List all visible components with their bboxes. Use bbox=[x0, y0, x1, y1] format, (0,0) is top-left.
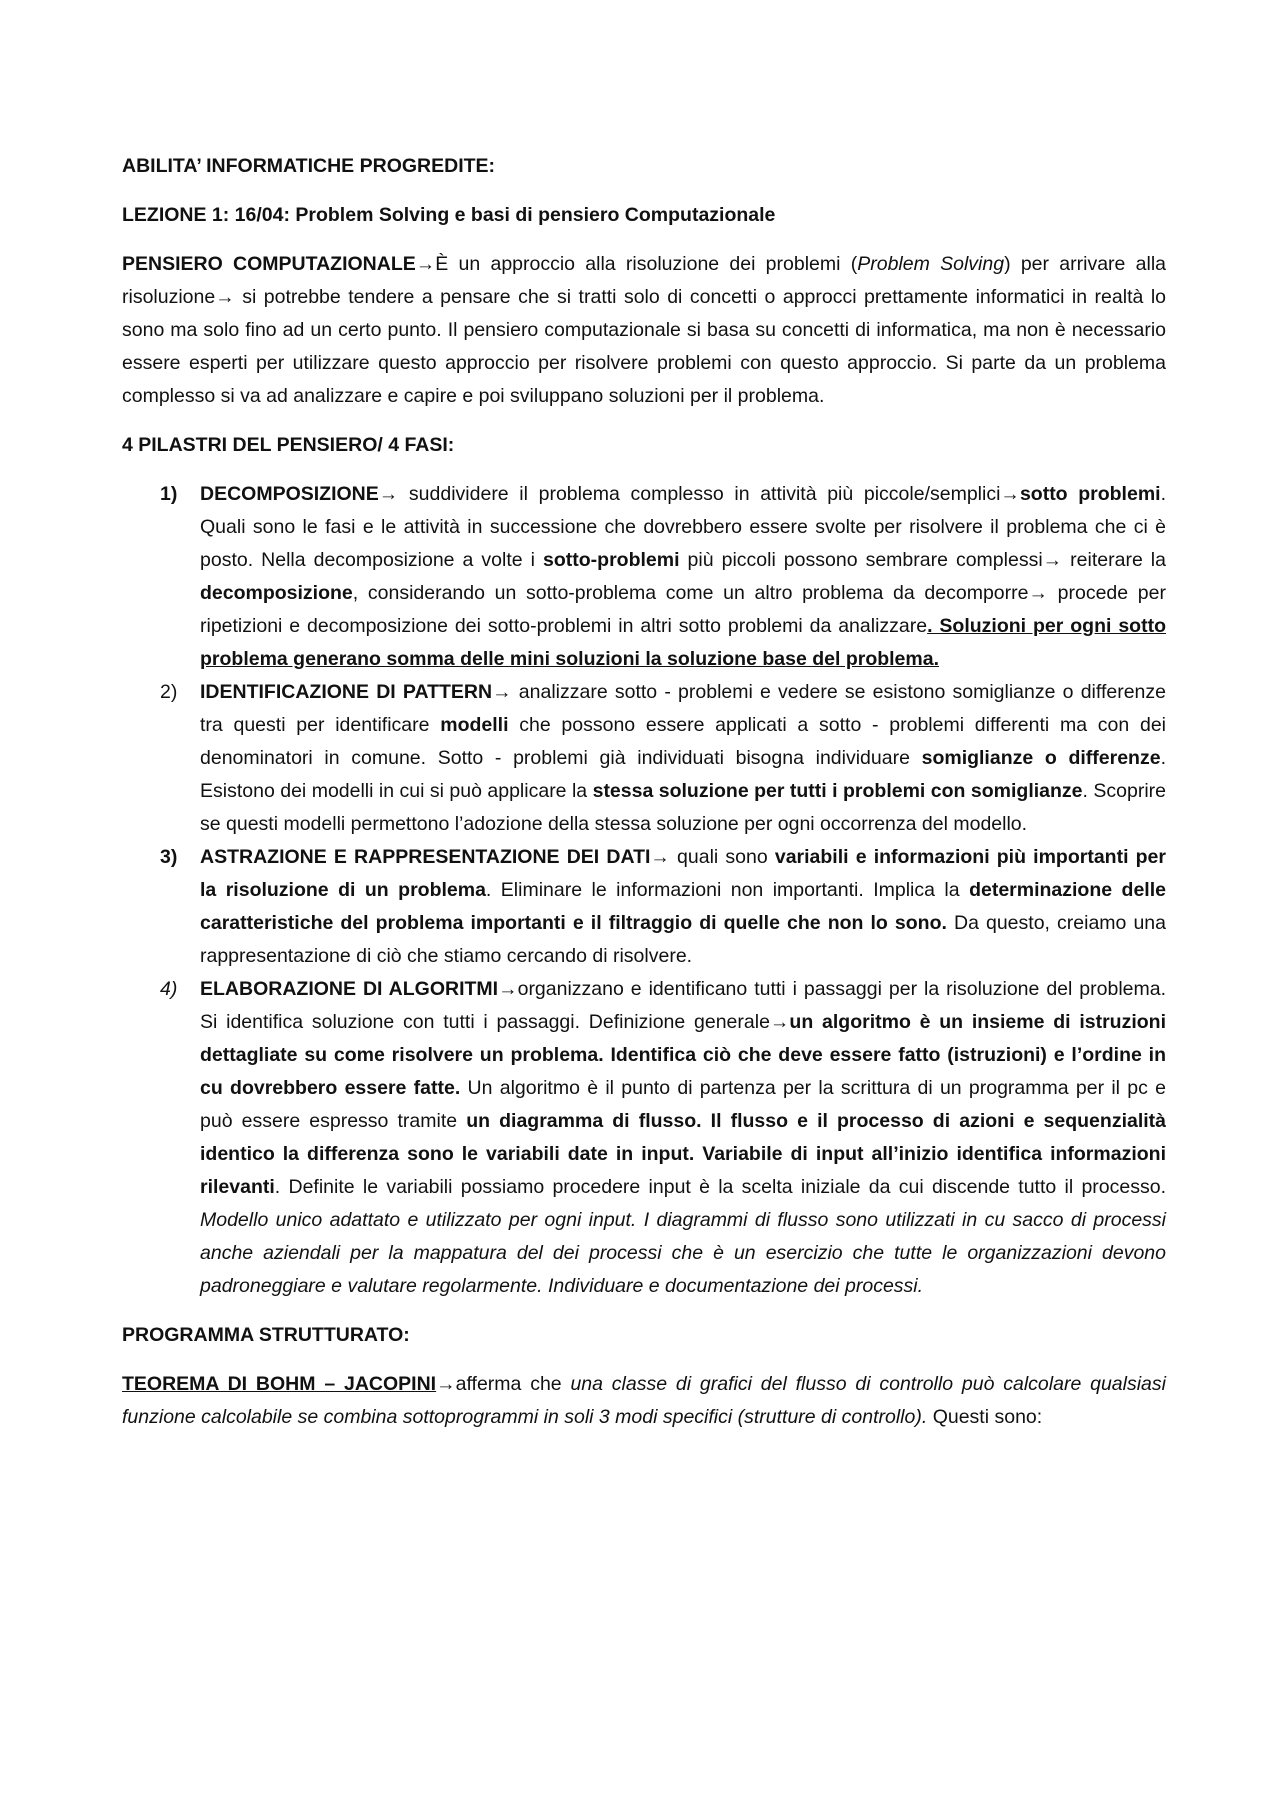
pillar-text: → suddividere il problema complesso in attività più piccole/semplici→ bbox=[378, 483, 1020, 505]
pillar-bold: decomposizione bbox=[200, 582, 353, 604]
pillar-text: . Scoprire se questi modelli permettono l’adozione della stessa soluzione per ogni occorrenza del modello. bbox=[200, 780, 1166, 835]
pillars-list bbox=[122, 478, 1166, 1303]
theorem-paragraph bbox=[122, 1368, 1166, 1434]
pillar-text: . Definite le variabili possiamo procedere input è la scelta iniziale da cui discende tutto il processo. bbox=[274, 1176, 1166, 1198]
theorem-text-3: Questi sono: bbox=[927, 1406, 1043, 1428]
pillar-text: Un algoritmo è il punto di partenza per la scrittura di un programma per il pc e può essere espresso tramite bbox=[200, 1077, 1166, 1132]
intro-text-1: È un approccio alla risoluzione dei problemi ( bbox=[435, 253, 858, 275]
pillar-text: Da questo, creiamo una rappresentazione di ciò che stiamo cercando di risolvere. bbox=[200, 912, 1166, 967]
intro-paragraph bbox=[122, 248, 1166, 413]
theorem-text-1: →afferma che bbox=[436, 1373, 571, 1395]
list-item bbox=[122, 676, 1166, 841]
list-number: 3) bbox=[160, 846, 178, 868]
pillars-heading: 4 PILASTRI DEL PENSIERO/ 4 FASI: bbox=[122, 434, 455, 456]
list-number: 2) bbox=[160, 681, 178, 703]
lesson-heading: LEZIONE 1: 16/04: Problem Solving e basi di pensiero Computazionale bbox=[122, 204, 776, 226]
document-title: ABILITA’ INFORMATICHE PROGREDITE: bbox=[122, 155, 496, 177]
theorem-text-2: una classe di grafici del flusso di controllo può calcolare qualsiasi funzione calcolabile se combina sottoprogrammi in soli 3 modi specifici (strutture di controllo). bbox=[122, 1373, 1166, 1428]
pillar-text: più piccoli possono sembrare complessi→ reiterare la bbox=[679, 549, 1166, 571]
intro-text-3: ) per arrivare alla risoluzione→ si potrebbe tendere a pensare che si tratti solo di concetti o approcci prettamente informatici in realtà lo sono ma solo fino ad un certo punto. Il pensiero computazionale si basa su concetti di informatica, ma non è necessario essere esperti per utilizzare questo approccio per risolvere problemi con questo approccio. Si parte da un problema complesso si va ad analizzare e capire e poi sviluppano soluzioni per il problema. bbox=[122, 253, 1167, 407]
pillar-bold: un diagramma di flusso. Il flusso e il processo di azioni e sequenzialità identico la differenza sono le variabili date in input. Variabile di input all’inizio identifica informazioni rilevanti bbox=[200, 1110, 1167, 1198]
pillar-title: ELABORAZIONE DI ALGORITMI bbox=[200, 978, 499, 1000]
pillar-bold: sotto-problemi bbox=[543, 549, 680, 571]
pillar-title: IDENTIFICAZIONE DI PATTERN bbox=[200, 681, 493, 703]
intro-text-2: Problem Solving bbox=[857, 253, 1005, 275]
pillar-text: . Eliminare le informazioni non importanti. Implica la bbox=[485, 879, 970, 901]
pillar-text: che possono essere applicati a sotto - problemi differenti ma con dei denominatori in comune. Sotto - problemi già individuati bisogna individuare bbox=[200, 714, 1166, 769]
pillar-text: → analizzare sotto - problemi e vedere se esistono somiglianze o differenze tra questi per identificare bbox=[200, 681, 1166, 736]
document-page bbox=[122, 150, 1166, 1450]
pillar-text: . Quali sono le fasi e le attività in successione che dovrebbero essere svolte per risolvere il problema che ci è posto. Nella decomposizione a volte i bbox=[200, 483, 1166, 571]
pillar-title: ASTRAZIONE E RAPPRESENTAZIONE DEI DATI bbox=[200, 846, 651, 868]
pillar-bold: sotto problemi bbox=[1019, 483, 1161, 505]
pillar-text: → quali sono bbox=[650, 846, 775, 868]
pillar-bold: determinazione delle caratteristiche del problema importanti e il filtraggio di quelle che non lo sono. bbox=[200, 879, 1166, 934]
intro-term: PENSIERO COMPUTAZIONALE bbox=[122, 253, 416, 275]
pillar-bold: un algoritmo è un insieme di istruzioni dettagliate su come risolvere un problema. Identifica ciò che deve essere fatto (istruzioni) e l’ordine in cu dovrebbero essere fatte. bbox=[200, 1011, 1166, 1099]
list-number: 1) bbox=[160, 483, 178, 505]
list-item bbox=[122, 478, 1166, 676]
theorem-name: TEOREMA DI BOHM – JACOPINI bbox=[122, 1373, 437, 1395]
pillar-title: DECOMPOSIZIONE bbox=[200, 483, 379, 505]
pillar-bold: variabili e informazioni più importanti per la risoluzione di un problema bbox=[200, 846, 1166, 901]
pillar-bold: stessa soluzione per tutti i problemi con somiglianze bbox=[592, 780, 1083, 802]
pillar-bold: somiglianze o differenze bbox=[921, 747, 1161, 769]
structured-heading: PROGRAMMA STRUTTURATO: bbox=[122, 1324, 410, 1346]
pillar-underlined: . Soluzioni per ogni sotto problema generano somma delle mini soluzioni la soluzione base del problema. bbox=[200, 615, 1166, 670]
list-number: 4) bbox=[160, 978, 178, 1000]
pillar-text: →organizzano e identificano tutti i passaggi per la risoluzione del problema. Si identifica soluzione con tutti i passaggi. Definizione generale→ bbox=[200, 978, 1167, 1033]
pillar-bold: modelli bbox=[440, 714, 509, 736]
pillar-text: , considerando un sotto-problema come un altro problema da decomporre→ procede per ripetizioni e decomposizione dei sotto-problemi in altri sotto problemi da analizzare bbox=[200, 582, 1166, 637]
pillar-text: . Esistono dei modelli in cui si può applicare la bbox=[200, 747, 1166, 802]
intro-arrow: → bbox=[415, 253, 436, 275]
pillar-italic: Modello unico adattato e utilizzato per ogni input. I diagrammi di flusso sono utilizzati in cu sacco di processi anche aziendali per la mappatura del dei processi che è un esercizio che tutte le organizzazioni devono padroneggiare e valutare regolarmente. Individuare e documentazione dei processi. bbox=[200, 1209, 1166, 1297]
list-item bbox=[122, 841, 1166, 973]
list-item bbox=[122, 973, 1166, 1303]
